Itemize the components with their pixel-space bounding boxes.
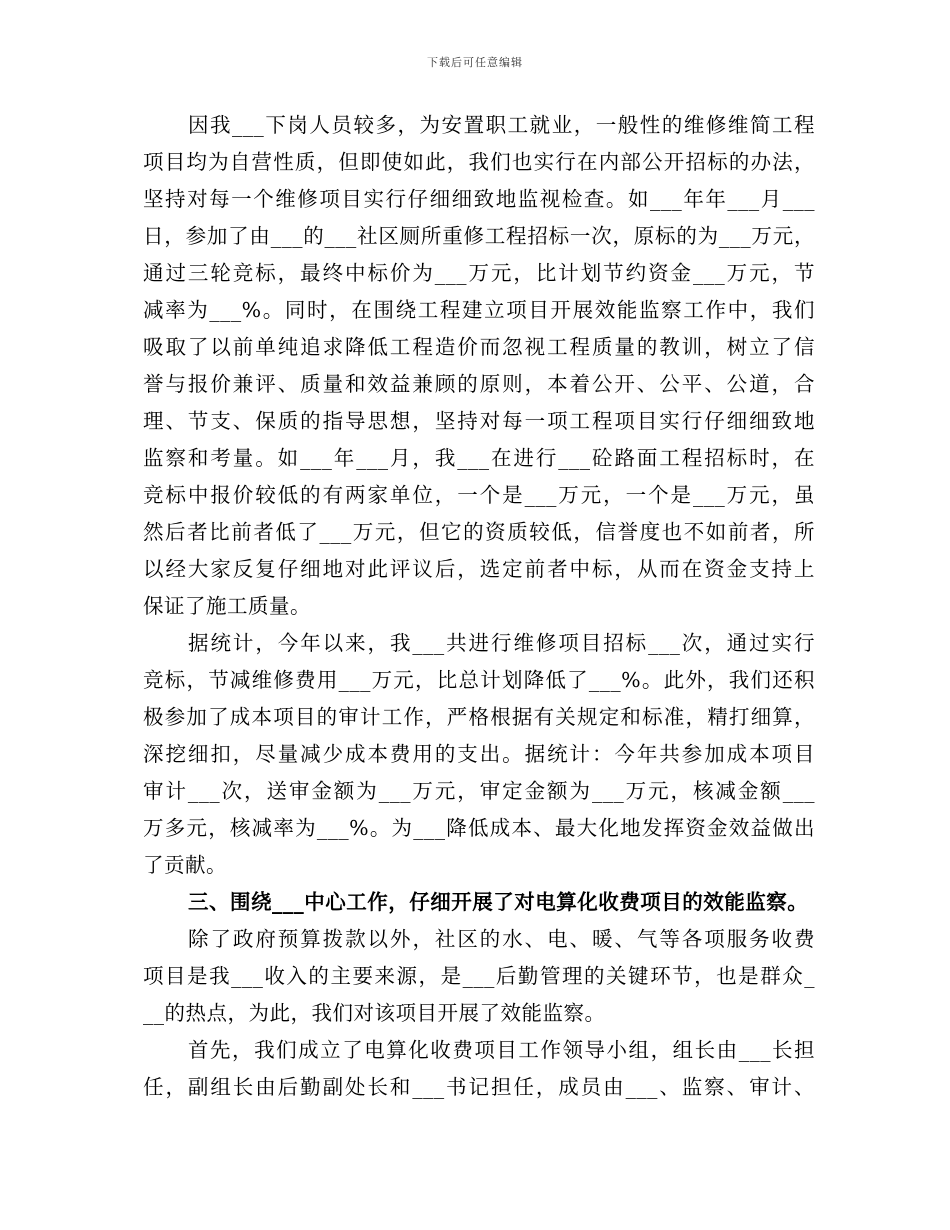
text-line: 审计___次，送审金额为___万元，审定金额为___万元，核减金额___	[143, 779, 815, 803]
text-line: 深挖细扣，尽量减少成本费用的支出。据统计：今年共参加成本项目	[143, 742, 815, 766]
text-line: 坚持对每一个维修项目实行仔细细致地监视检查。如___年年___月___	[143, 187, 815, 211]
text-line: 任，副组长由后勤副处长和___书记担任，成员由___、监察、审计、	[143, 1075, 815, 1099]
text-line: 项目均为自营性质，但即使如此，我们也实行在内部公开招标的办法，	[143, 150, 815, 174]
text-line: 监察和考量。如___年___月，我___在进行___砼路面工程招标时，在	[143, 446, 815, 470]
text-line: 项目是我___收入的主要来源，是___后勤管理的关键环节，也是群众_	[143, 964, 815, 988]
document-body	[143, 107, 815, 1106]
text-line: 极参加了成本项目的审计工作，严格根据有关规定和标准，精打细算，	[143, 705, 815, 729]
text-line: 以经大家反复仔细地对此评议后，选定前者中标，从而在资金支持上	[143, 557, 815, 581]
text-line: 因我___下岗人员较多，为安置职工就业，一般性的维修维简工程	[188, 113, 815, 137]
text-line: 吸取了以前单纯追求降低工程造价而忽视工程质量的教训，树立了信	[143, 335, 815, 359]
text-line: 誉与报价兼评、质量和效益兼顾的原则，本着公开、公平、公道，合	[143, 372, 815, 396]
text-line: 了贡献。	[143, 853, 227, 877]
text-line: 首先，我们成立了电算化收费项目工作领导小组，组长由___长担	[188, 1038, 815, 1062]
page-header: 下载后可任意编辑	[427, 56, 523, 69]
text-line: 竞标，节减维修费用___万元，比总计划降低了___%。此外，我们还积	[143, 668, 815, 692]
section-heading: 三、围绕___中心工作，仔细开展了对电算化收费项目的效能监察。	[188, 890, 809, 914]
text-line: 然后者比前者低了___万元，但它的资质较低，信誉度也不如前者，所	[143, 520, 815, 544]
text-line: 据统计，今年以来，我___共进行维修项目招标___次，通过实行	[188, 631, 815, 655]
text-line: 减率为___%。同时，在围绕工程建立项目开展效能监察工作中，我们	[143, 298, 815, 322]
text-line: 除了政府预算拨款以外，社区的水、电、暖、气等各项服务收费	[188, 927, 815, 951]
text-line: 竞标中报价较低的有两家单位，一个是___万元，一个是___万元，虽	[143, 483, 815, 507]
text-line: 理、节支、保质的指导思想，坚持对每一项工程项目实行仔细细致地	[143, 409, 815, 433]
text-line: 万多元，核减率为___%。为___降低成本、最大化地发挥资金效益做出	[143, 816, 815, 840]
text-line: 通过三轮竞标，最终中标价为___万元，比计划节约资金___万元，节	[143, 261, 815, 285]
text-line: 保证了施工质量。	[143, 594, 311, 618]
text-line: 日，参加了由___的___社区厕所重修工程招标一次，原标的为___万元，	[143, 224, 815, 248]
text-line: __的热点，为此，我们对该项目开展了效能监察。	[143, 1001, 606, 1025]
